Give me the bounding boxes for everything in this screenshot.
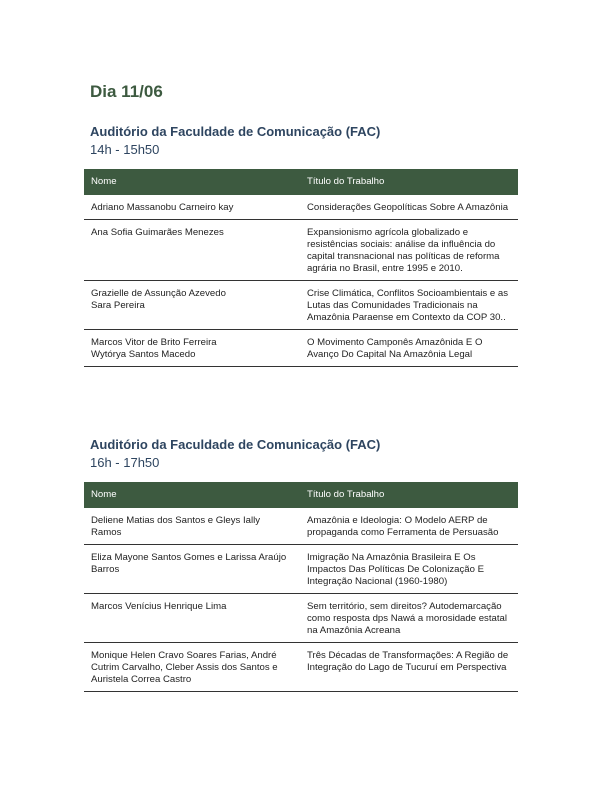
presenter-name — [84, 508, 300, 545]
session-venue: Auditório da Faculdade de Comunicação (FAC) — [90, 437, 381, 452]
table-row — [84, 281, 518, 330]
presenter-name — [84, 220, 300, 281]
presenter-name-line: Grazielle de Assunção Azevedo — [91, 288, 226, 299]
presenter-name-line: Marcos Vitor de Brito Ferreira — [91, 337, 217, 348]
work-title: Considerações Geopolíticas Sobre A Amazônia — [300, 195, 518, 220]
day-title: Dia 11/06 — [90, 82, 163, 101]
work-title: Amazônia e Ideologia: O Modelo AERP de propaganda como Ferramenta de Persuasão — [300, 508, 518, 545]
schedule-table — [84, 169, 518, 367]
table-row — [84, 545, 518, 594]
work-title: Três Décadas de Transformações: A Região de Integração do Lago de Tucuruí em Perspectiva — [300, 643, 518, 692]
presenter-name — [84, 594, 300, 643]
session-venue: Auditório da Faculdade de Comunicação (FAC) — [90, 124, 381, 139]
work-title: Crise Climática, Conflitos Socioambientais e as Lutas das Comunidades Tradicionais na Amazônia Paraense em Contexto da COP 30.. — [300, 281, 518, 330]
column-header-title: Título do Trabalho — [300, 482, 518, 508]
table-row — [84, 643, 518, 692]
table-row — [84, 594, 518, 643]
column-header-title: Título do Trabalho — [300, 169, 518, 195]
presenter-name-line: Eliza Mayone Santos Gomes e Larissa Araújo Barros — [91, 552, 287, 575]
presenter-name — [84, 195, 300, 220]
presenter-name — [84, 545, 300, 594]
session-time: 16h - 17h50 — [90, 455, 160, 470]
work-title: Expansionismo agrícola globalizado e resistências sociais: análise da influência do capital transnacional nas políticas de reforma agrária no Brasil, entre 1995 e 2010. — [300, 220, 518, 281]
work-title: Sem território, sem direitos? Autodemarcação como resposta dps Nawá a morosidade estatal na Amazônia Acreana — [300, 594, 518, 643]
presenter-name-line: Sara Pereira — [91, 300, 145, 311]
column-header-name: Nome — [84, 482, 300, 508]
table-row — [84, 195, 518, 220]
table-header-row — [84, 482, 518, 508]
presenter-name-line: Ana Sofia Guimarães Menezes — [91, 227, 224, 238]
session-time: 14h - 15h50 — [90, 142, 160, 157]
session-2 — [84, 437, 518, 692]
presenter-name-line: Monique Helen Cravo Soares Farias, André Cutrim Carvalho, Cleber Assis dos Santos e Auristela Correa Castro — [91, 650, 278, 685]
presenter-name-line: Wytórya Santos Macedo — [91, 349, 196, 360]
presenter-name — [84, 330, 300, 367]
schedule-table — [84, 482, 518, 692]
table-row — [84, 508, 518, 545]
work-title: O Movimento Camponês Amazônida E O Avanço Do Capital Na Amazônia Legal — [300, 330, 518, 367]
work-title: Imigração Na Amazônia Brasileira E Os Impactos Das Políticas De Colonização E Integração Nacional (1960-1980) — [300, 545, 518, 594]
column-header-name: Nome — [84, 169, 300, 195]
presenter-name-line: Adriano Massanobu Carneiro kay — [91, 202, 234, 213]
presenter-name-line: Deliene Matias dos Santos e Gleys Ially Ramos — [91, 515, 261, 538]
presenter-name — [84, 281, 300, 330]
session-1 — [84, 124, 518, 367]
table-row — [84, 330, 518, 367]
presenter-name-line: Marcos Venícius Henrique Lima — [91, 601, 227, 612]
presenter-name — [84, 643, 300, 692]
table-row — [84, 220, 518, 281]
table-header-row — [84, 169, 518, 195]
